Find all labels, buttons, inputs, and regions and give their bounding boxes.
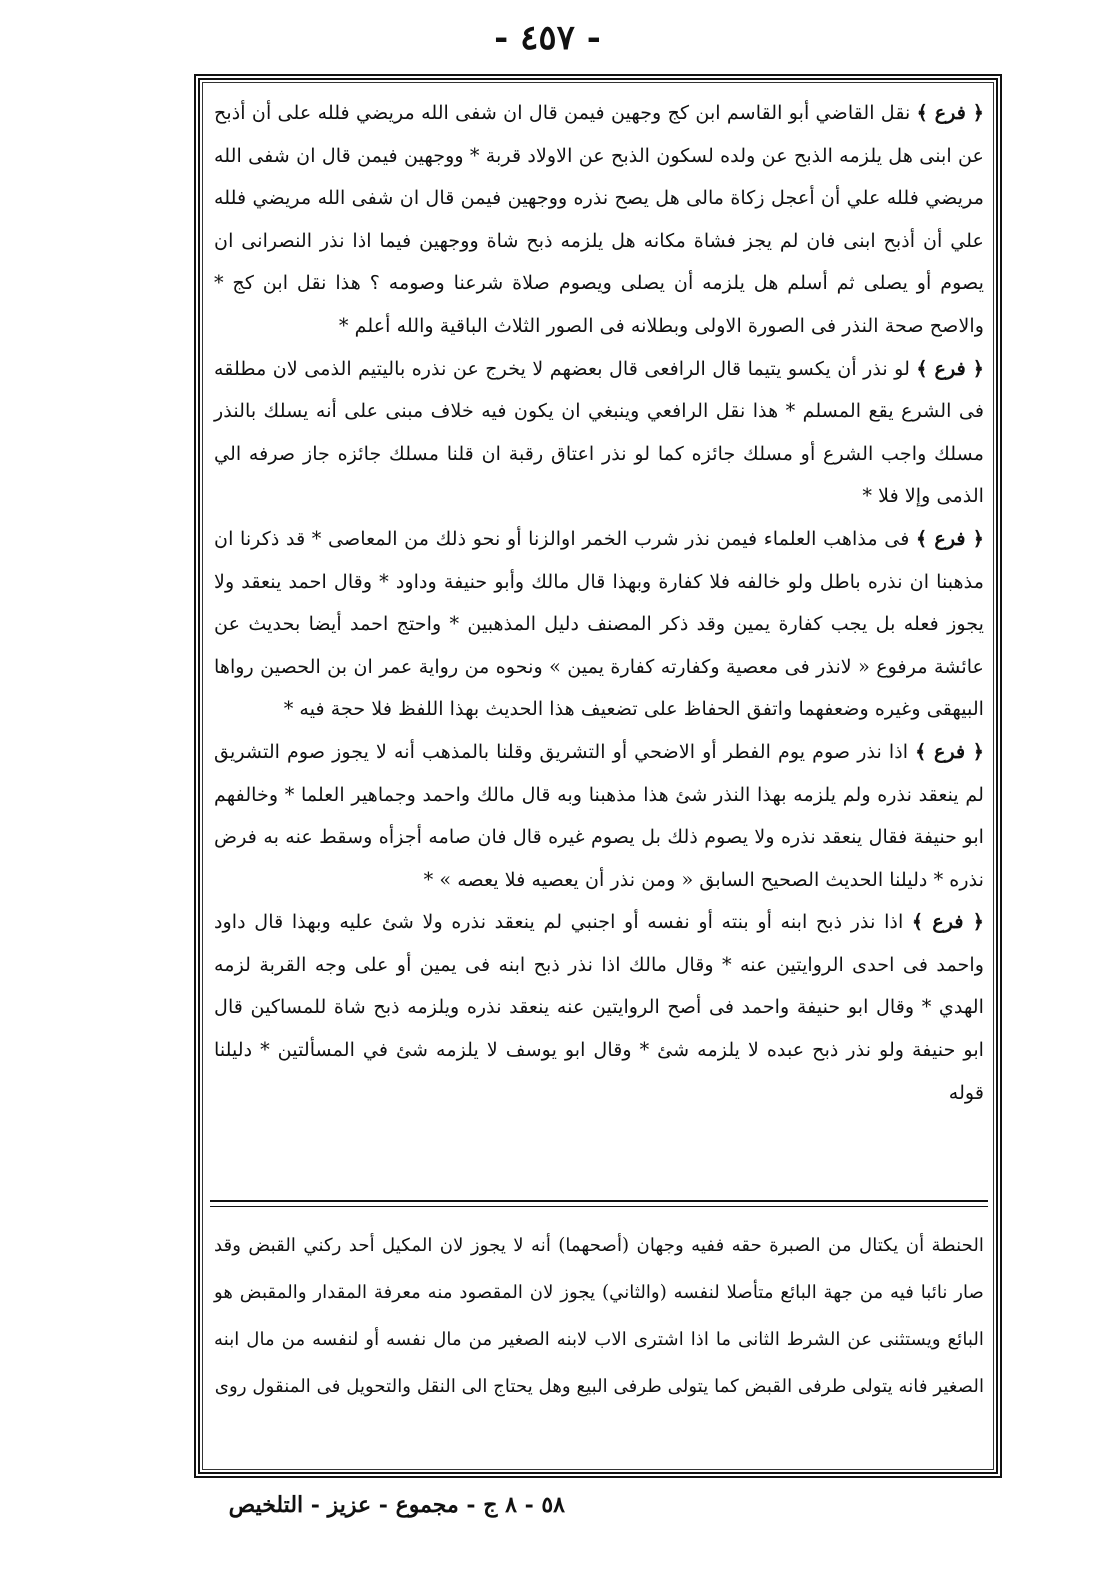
main-text — [214, 92, 984, 1114]
page-number: - ٤٥٧ - — [494, 18, 601, 58]
section-marker: ﴿ فرع ﴾ — [916, 356, 984, 380]
section-marker: ﴿ فرع ﴾ — [916, 526, 984, 550]
paragraph-text: لو نذر أن يكسو يتيما قال الرافعى قال بعضهم لا يخرج عن نذره باليتيم الذمى لان مطلقه فى الشرع يقع المسلم * هذا نقل الرافعي وينبغي ان يكون فيه خلاف مبنى على أنه يسلك بالنذر مسلك واجب الشرع أو مسلك جائزه كما لو نذر اعتاق رقبة ان قلنا مسلك جائزه جاز صرفه الي الذمى وإلا فلا * — [214, 356, 984, 508]
paragraph-text: اذا نذر صوم يوم الفطر أو الاضحي أو التشريق وقلنا بالمذهب أنه لا يجوز صوم التشريق لم ينعقد نذره ولم يلزمه بهذا النذر شئ هذا مذهبنا وبه قال مالك واحمد وجماهير العلما * وخالفهم ابو حنيفة فقال ينعقد نذره ولا يصوم ذلك بل يصوم غيره قال فان صامه أجزأه وسقط عنه به فرض نذره * دليلنا الحديث الصحيح السابق « ومن نذر أن يعصيه فلا يعصه » * — [214, 739, 984, 891]
paragraph-1 — [214, 92, 984, 348]
footnote-divider — [210, 1200, 988, 1202]
section-marker: ﴿ فرع ﴾ — [911, 910, 984, 934]
paragraph-text: فى مذاهب العلماء فيمن نذر شرب الخمر اوالزنا أو نحو ذلك من المعاصى * قد ذكرنا ان مذهبنا ان نذره باطل ولو خالفه فلا كفارة وبهذا قال مالك وأبو حنيفة وداود * وقال احمد ينعقد ولا يجوز فعله بل يجب كفارة يمين وقد ذكر المصنف دليل المذهبين * واحتج احمد أيضا بحديث عن عائشة مرفوع « لانذر فى معصية وكفارته كفارة يمين » ونحوه من رواية عمر ان بن الحصين رواها البيهقى وغيره وضعفهما واتفق الحفاظ على تضعيف هذا الحديث بهذا اللفظ فلا حجة فيه * — [214, 526, 984, 721]
section-marker: ﴿ فرع ﴾ — [916, 101, 984, 124]
footnote-divider-secondary — [210, 1206, 988, 1207]
paragraph-text: نقل القاضي أبو القاسم ابن كج وجهين فيمن قال ان شفى الله مريضي فلله على أن أذبح عن ابنى هل يلزمه الذبح عن ولده لسكون الذبح عن الاولاد قربة * ووجهين فيمن قال ان شفى الله مريضي فلله علي أن أعجل زكاة مالى هل يصح نذره ووجهين فيمن قال ان شفى الله مريضي فلله علي أن أذبح ابنى فان لم يجز فشاة مكانه هل يلزمه ذبح شاة ووجهين فيما اذا نذر النصرانى ان يصوم أو يصلى ثم أسلم هل يلزمه أن يصلى ويصوم صلاة شرعنا وصومه ؟ هذا نقل ابن كج * والاصح صحة النذر فى الصورة الاولى وبطلانه فى الصور الثلاث الباقية والله أعلم * — [214, 101, 984, 337]
section-marker: ﴿ فرع ﴾ — [915, 739, 984, 763]
footnote: الحنطة أن يكتال من الصبرة حقه ففيه وجهان (أصحهما) أنه لا يجوز لان المكيل أحد ركني القبض وقد صار نائبا فيه من جهة البائع متأصلا لنفسه (والثاني) يجوز لان المقصود منه معرفة المقدار والمقبض هو البائع ويستثنى عن الشرط الثانى ما اذا اشترى الاب لابنه الصغير من مال نفسه أو لنفسه من مال ابنه الصغير فانه يتولى طرفى القبض كما يتولى طرفى البيع وهل يحتاج الى النقل والتحويل فى المنقول روى — [214, 1235, 984, 1397]
paragraph-3 — [214, 518, 984, 731]
paragraph-4 — [214, 731, 984, 901]
printer-signature: ٥٨ - ٨ ج - مجموع - عزيز - التلخيص — [228, 1492, 565, 1518]
paragraph-2 — [214, 348, 984, 518]
paragraph-5 — [214, 901, 984, 1114]
paragraph-text: اذا نذر ذبح ابنه أو بنته أو نفسه أو اجنبي لم ينعقد نذره ولا شئ عليه وبهذا قال داود واحمد فى احدى الروايتين عنه * وقال مالك اذا نذر ذبح ابنه فى يمين أو على وجه القربة لزمه الهدي * وقال ابو حنيفة واحمد فى أصح الروايتين عنه ينعقد نذره ويلزمه ذبح شاة للمساكين قال ابو حنيفة ولو نذر ذبح عبده لا يلزمه شئ * وقال ابو يوسف لا يلزمه شئ في المسألتين * دليلنا قوله — [214, 910, 984, 1104]
